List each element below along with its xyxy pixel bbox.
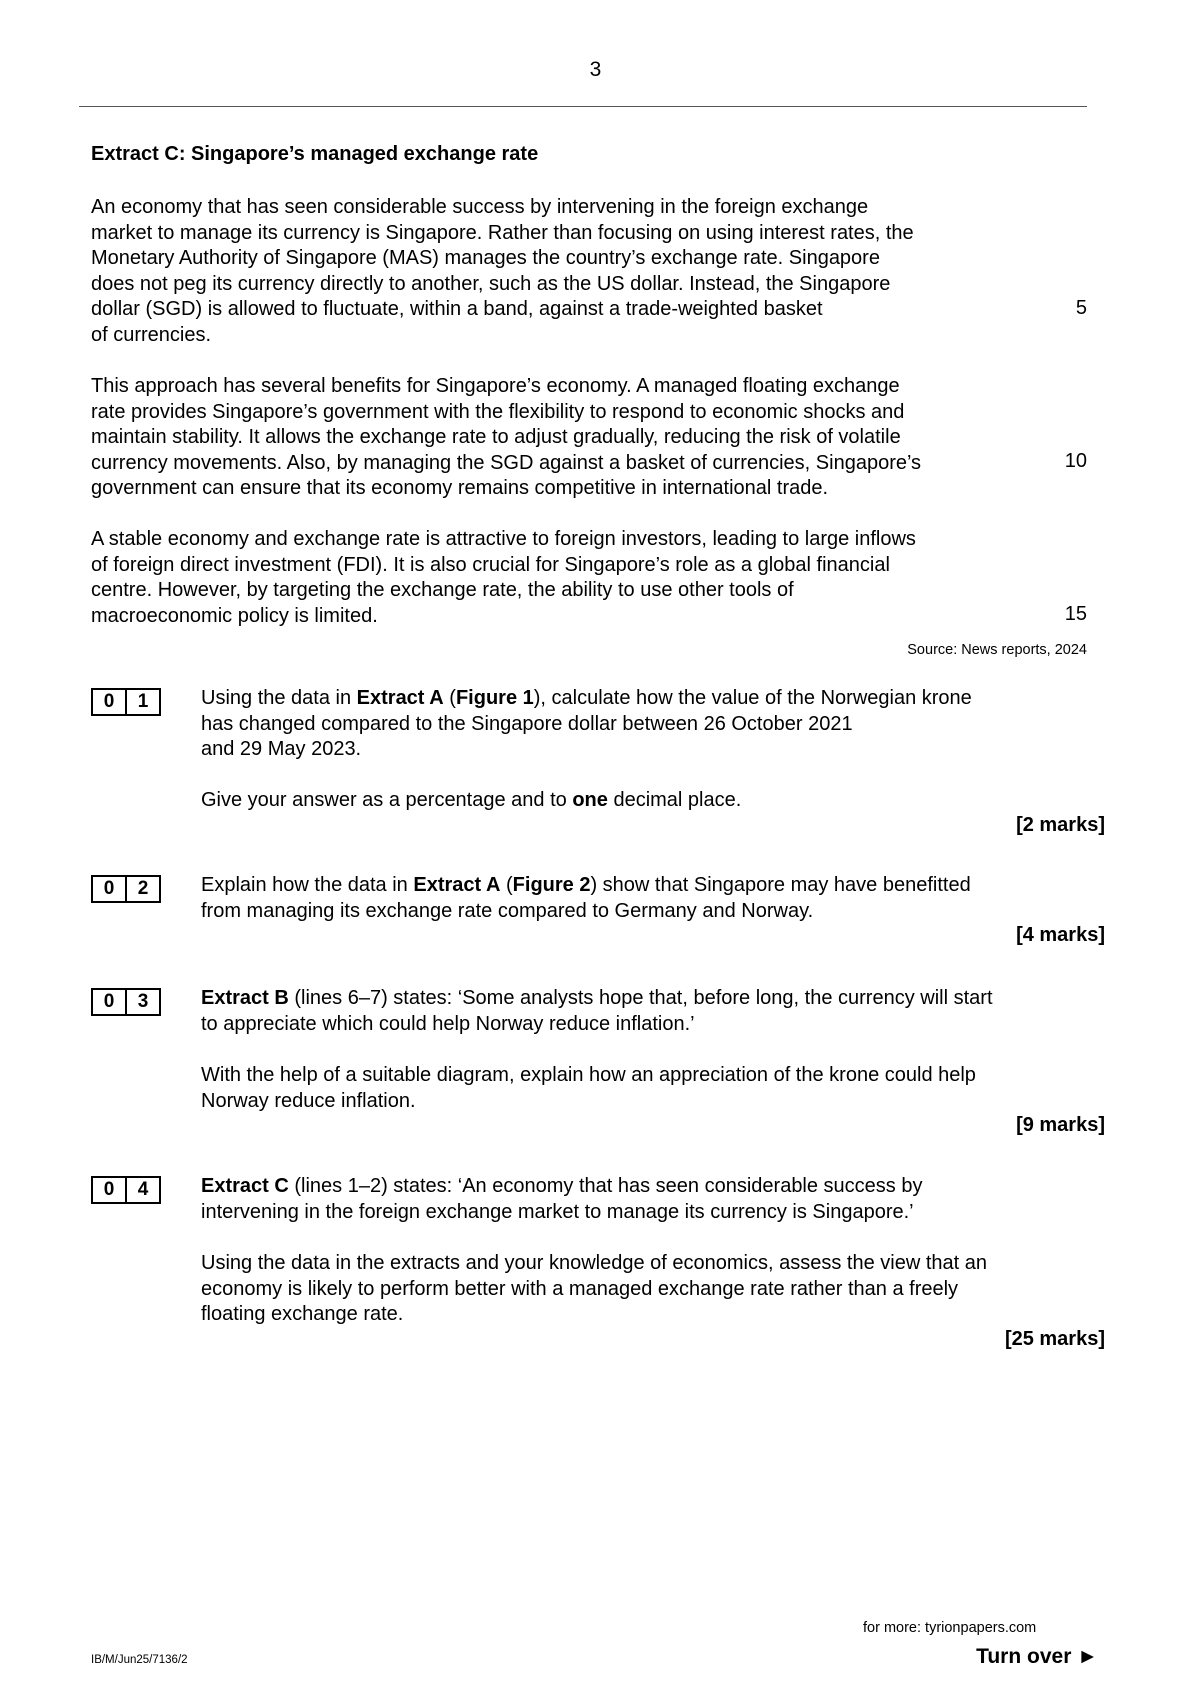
text-line: This approach has several benefits for Singapore’s economy. A managed floating exchange	[91, 375, 900, 397]
text-line: does not peg its currency directly to another, such as the US dollar. Instead, the Singapore	[91, 272, 891, 295]
question-03-instruction: With the help of a suitable diagram, explain how an appreciation of the krone could help Norway reduce inflation.	[201, 1064, 976, 1112]
question-01-instruction: Give your answer as a percentage and to one decimal place.	[201, 789, 742, 811]
question-01-text	[201, 686, 1101, 763]
question-digit: 3	[125, 990, 159, 1014]
question-number-box-02	[91, 875, 161, 903]
paper-code: IB/M/Jun25/7136/2	[91, 1654, 188, 1666]
question-number-box-04	[91, 1176, 161, 1204]
text-line: market to manage its currency is Singapore. Rather than focusing on using interest rates, the	[91, 221, 914, 244]
text-line: A stable economy and exchange rate is attractive to foreign investors, leading to large inflows	[91, 528, 916, 550]
question-digit: 4	[125, 1178, 159, 1202]
text-line: of foreign direct investment (FDI). It is also crucial for Singapore’s role as a global financial	[91, 553, 890, 576]
source-note: Source: News reports, 2024	[907, 642, 1087, 658]
question-digit: 0	[103, 1179, 115, 1200]
line-number-15: 15	[1064, 603, 1087, 625]
question-digit: 0	[103, 991, 115, 1012]
question-02-text: Explain how the data in Extract A (Figure 2) show that Singapore may have benefitted from managing its exchange rate compared to Germany and Norway.	[201, 874, 971, 922]
question-02-marks: [4 marks]	[1016, 924, 1105, 946]
question-number-box-03	[91, 988, 161, 1016]
question-digit: 0	[103, 878, 115, 899]
question-03-text: Extract B (lines 6–7) states: ‘Some analysts hope that, before long, the currency will start to appreciate which could help Norway reduce inflation.’	[201, 987, 993, 1035]
question-line: has changed compared to the Singapore dollar between 26 October 2021	[201, 712, 853, 735]
question-digit: 0	[103, 691, 115, 712]
question-digit: 2	[125, 877, 159, 901]
question-04-marks: [25 marks]	[1004, 1328, 1105, 1350]
text-line: Monetary Authority of Singapore (MAS) manages the country’s exchange rate. Singapore	[91, 247, 880, 269]
text-line: government can ensure that its economy remains competitive in international trade.	[91, 477, 829, 499]
question-01-marks: [2 marks]	[1016, 814, 1105, 836]
footer-source-link[interactable]: for more: tyrionpapers.com	[863, 1620, 1037, 1636]
question-line: and 29 May 2023.	[201, 738, 362, 760]
text-line: rate provides Singapore’s government with the flexibility to respond to economic shocks and	[91, 400, 905, 423]
question-03-marks: [9 marks]	[1016, 1114, 1105, 1136]
extract-c-paragraph-3	[91, 527, 1051, 629]
question-number-box-01	[91, 688, 161, 716]
line-number-10: 10	[1064, 450, 1087, 472]
text-line: of currencies.	[91, 323, 212, 346]
extract-c-paragraph-1	[91, 195, 1051, 348]
text-line: maintain stability. It allows the exchange rate to adjust gradually, reducing the risk of volatile	[91, 426, 901, 448]
text-line: centre. However, by targeting the exchange rate, the ability to use other tools of	[91, 579, 794, 601]
line-number-5: 5	[1075, 297, 1087, 319]
text-line: currency movements. Also, by managing the SGD against a basket of currencies, Singapore’s	[91, 451, 922, 474]
question-04-text: Extract C (lines 1–2) states: ‘An economy that has seen considerable success by intervening in the foreign exchange market to manage its currency is Singapore.’	[201, 1175, 923, 1223]
question-digit: 1	[125, 690, 159, 714]
text-line: An economy that has seen considerable success by intervening in the foreign exchange	[91, 196, 869, 218]
text-line: dollar (SGD) is allowed to fluctuate, within a band, against a trade-weighted basket	[91, 298, 823, 320]
extract-c-heading: Extract C: Singapore’s managed exchange rate	[91, 143, 539, 165]
turn-over-label: Turn over ►	[976, 1645, 1098, 1668]
extract-c-paragraph-2	[91, 374, 1051, 502]
page-number: 3	[589, 58, 602, 81]
question-04-instruction: Using the data in the extracts and your knowledge of economics, assess the view that an economy is likely to perform better with a managed exchange rate rather than a freely floating exchange rate.	[201, 1252, 987, 1325]
header-rule	[79, 106, 1087, 107]
question-line: Using the data in Extract A (Figure 1), calculate how the value of the Norwegian krone	[201, 687, 972, 709]
text-line: macroeconomic policy is limited.	[91, 604, 378, 627]
